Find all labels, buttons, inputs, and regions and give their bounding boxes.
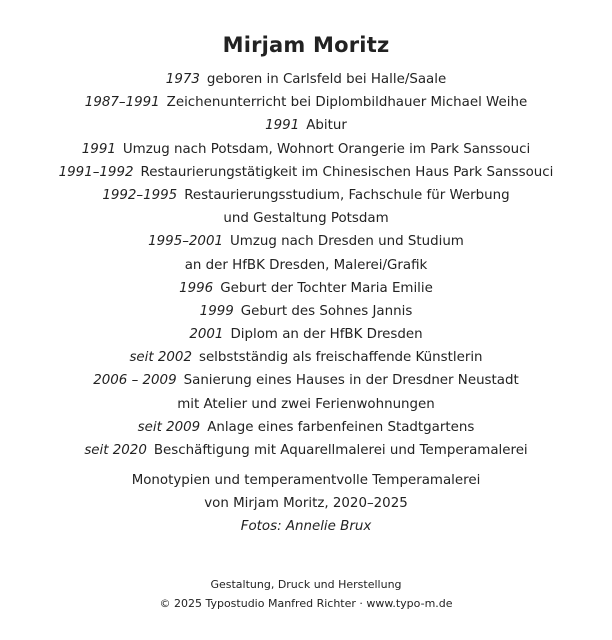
bio-text: Zeichenunterricht bei Diplombildhauer Michael Weihe	[166, 95, 528, 111]
bio-text: selbstständig als freischaffende Künstlerin	[198, 350, 483, 366]
bio-text: Restaurierungstätigkeit im Chinesischen Haus Park Sanssouci	[140, 164, 554, 180]
bio-text: an der HfBK Dresden, Malerei/Grafik	[184, 257, 428, 273]
bio-year: seit 2002	[129, 350, 192, 366]
bio-entry	[0, 207, 612, 230]
photo-credit: Fotos: Annelie Brux	[240, 519, 372, 535]
bio-year: 1999	[199, 303, 234, 319]
bio-year: 1973	[165, 72, 200, 87]
bio-text: Sanierung eines Hauses in der Dresdner Neustadt	[183, 373, 519, 389]
credits-block	[0, 469, 612, 539]
bio-year: 1992–1995	[102, 187, 178, 203]
bio-text: Restaurierungsstudium, Fachschule für Werbung	[184, 187, 510, 203]
bio-entry	[0, 277, 612, 300]
imprint-copyright: © 2025 Typostudio Manfred Richter · www.typo-m.de	[159, 597, 453, 610]
bio-year: 1996	[179, 280, 214, 296]
bio-text: Anlage eines farbenfeinen Stadtgartens	[207, 419, 475, 435]
bio-year: 1995–2001	[148, 234, 223, 250]
imprint-production: Gestaltung, Druck und Herstellung	[210, 578, 402, 591]
page-title: Mirjam Moritz	[222, 33, 390, 57]
bio-text: Umzug nach Potsdam, Wohnort Orangerie im Park Sanssouci	[122, 141, 531, 157]
bio-entry	[0, 346, 612, 369]
bio-text: mit Atelier und zwei Ferienwohnungen	[177, 396, 435, 412]
bio-entry	[0, 416, 612, 439]
bio-entry	[0, 393, 612, 416]
bio-text: Abitur	[306, 118, 347, 134]
bio-entry	[0, 300, 612, 323]
bio-year: seit 2020	[84, 443, 147, 458]
bio-text: geboren in Carlsfeld bei Halle/Saale	[206, 72, 447, 87]
bio-year: 1991–1992	[58, 164, 134, 180]
bio-text: und Gestaltung Potsdam	[223, 211, 389, 227]
bio-text: Geburt der Tochter Maria Emilie	[220, 280, 433, 296]
credits-line-artist: von Mirjam Moritz, 2020–2025	[204, 496, 408, 512]
biography-list	[0, 68, 612, 462]
bio-entry	[0, 114, 612, 137]
bio-year: 2001	[189, 327, 224, 343]
bio-entry	[0, 439, 612, 462]
bio-entry	[0, 161, 612, 184]
bio-entry	[0, 369, 612, 392]
bio-text: Umzug nach Dresden und Studium	[230, 234, 464, 250]
bio-entry	[0, 68, 612, 91]
imprint-block	[0, 575, 612, 613]
bio-entry	[0, 323, 612, 346]
bio-entry	[0, 254, 612, 277]
bio-entry	[0, 230, 612, 253]
credits-line-works: Monotypien und temperamentvolle Temperamalerei	[131, 473, 481, 488]
bio-year: 1987–1991	[84, 95, 160, 111]
bio-year: 1991	[265, 118, 300, 134]
bio-entry	[0, 184, 612, 207]
bio-text: Beschäftigung mit Aquarellmalerei und Temperamalerei	[153, 443, 528, 458]
bio-year: 1991	[81, 141, 116, 157]
bio-entry	[0, 138, 612, 161]
bio-text: Diplom an der HfBK Dresden	[230, 327, 423, 343]
bio-entry	[0, 91, 612, 114]
bio-year: 2006 – 2009	[93, 373, 177, 389]
bio-year: seit 2009	[137, 419, 201, 435]
bio-text: Geburt des Sohnes Jannis	[240, 303, 413, 319]
